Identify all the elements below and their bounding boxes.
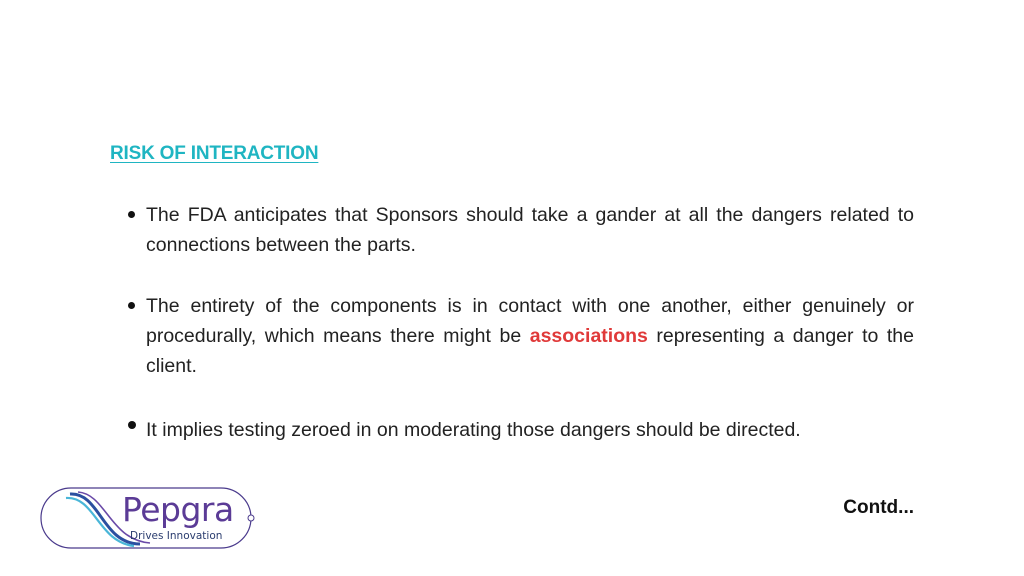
bullet-text-2-after: representing a danger to the client. xyxy=(146,325,914,377)
contd-label: Contd... xyxy=(843,497,914,518)
bullet-item-3 xyxy=(128,415,914,445)
bullet-item-1 xyxy=(128,200,914,260)
bullet-text-2-before: The entirety of the components is in contact with one another, either genuinely or procedurally, which means there might be xyxy=(146,295,914,347)
bullet-item-2 xyxy=(128,291,914,381)
bullet-dot-icon xyxy=(128,302,135,309)
bullet-text-1: The FDA anticipates that Sponsors should take a gander at all the dangers related to connections between the parts. xyxy=(146,204,914,256)
slide-heading: RISK OF INTERACTION xyxy=(110,143,319,164)
bullet-dot-icon xyxy=(128,211,135,218)
logo-tagline: Drives Innovation xyxy=(130,530,223,542)
bullet-dot-icon xyxy=(128,421,136,429)
bullet-text-2-highlight: associations xyxy=(529,325,648,347)
bullet-text-3: It implies testing zeroed in on moderating those dangers should be directed. xyxy=(146,419,801,441)
logo-wordmark: Pepgra xyxy=(122,490,234,529)
pepgra-logo xyxy=(40,486,256,550)
bullet-list xyxy=(128,200,914,445)
